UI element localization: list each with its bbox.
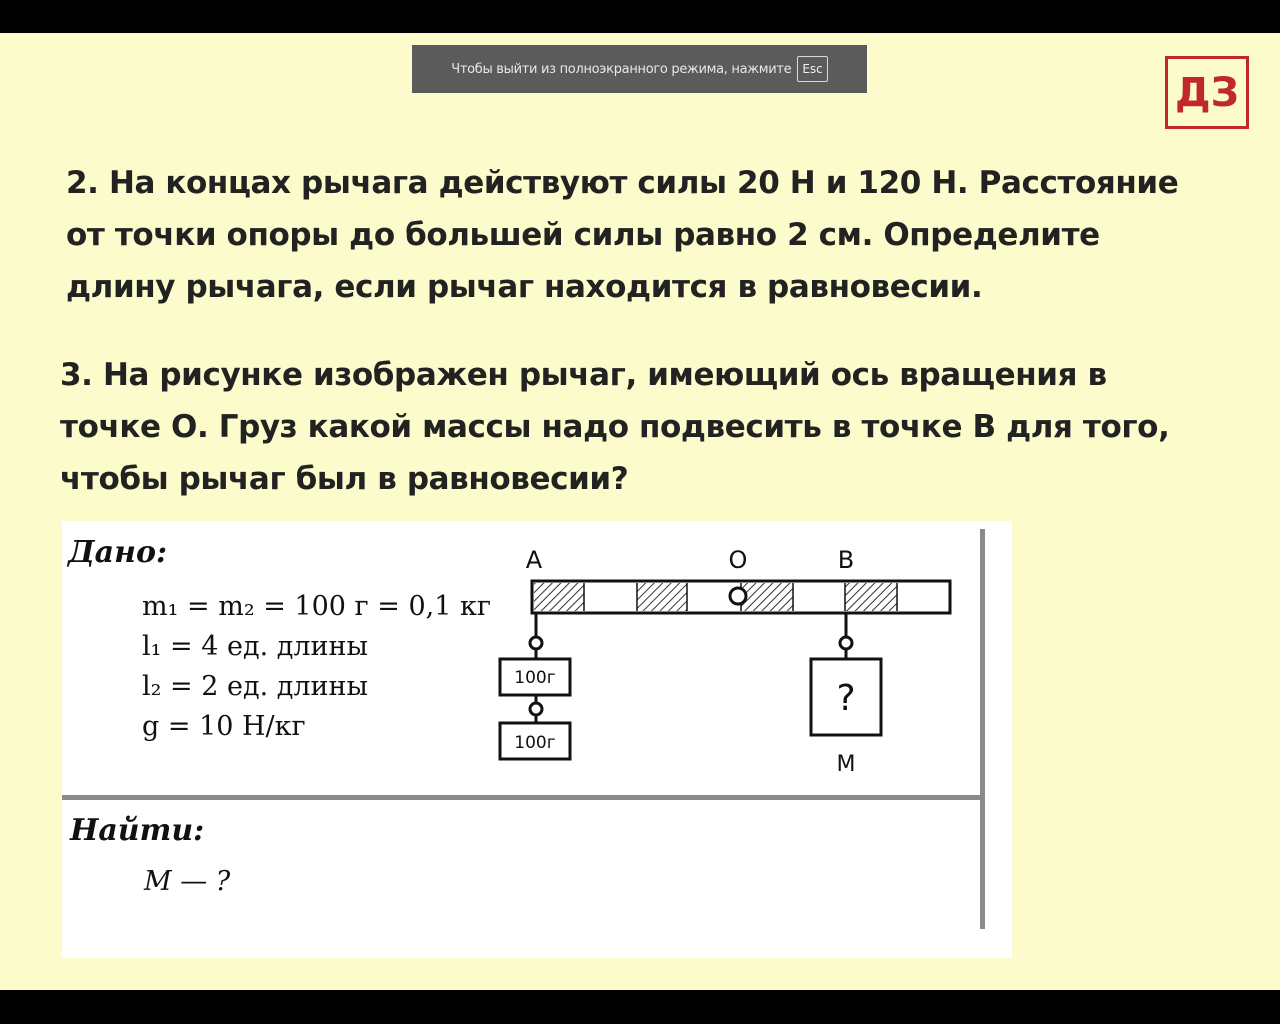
label-o: O bbox=[728, 546, 748, 574]
given-title: Дано: bbox=[68, 535, 168, 570]
unknown-mark: ? bbox=[836, 678, 856, 719]
find-title: Найти: bbox=[70, 813, 205, 848]
task-3 bbox=[60, 349, 1235, 505]
task-3-line: чтобы рычаг был в равновесии? bbox=[60, 461, 629, 497]
label-a: A bbox=[525, 546, 543, 574]
task-2-line: длину рычага, если рычаг находится в равновесии. bbox=[66, 269, 983, 305]
task-3-line: 3. На рисунке изображен рычаг, имеющий ось вращения в bbox=[60, 357, 1107, 393]
given-line: m₁ = m₂ = 100 г = 0,1 кг bbox=[142, 591, 492, 622]
pivot-point bbox=[730, 588, 746, 604]
lever-hatch-segment bbox=[741, 583, 793, 611]
fullscreen-notice-message: Чтобы выйти из полноэкранного режима, нажмите bbox=[451, 61, 792, 77]
task-2-line: 2. На концах рычага действуют силы 20 Н и 120 Н. Расстояние bbox=[66, 165, 1179, 201]
hook-a bbox=[530, 637, 542, 649]
label-b: B bbox=[837, 546, 855, 574]
task-3-line: точке О. Груз какой массы надо подвесить в точке В для того, bbox=[60, 409, 1170, 445]
fullscreen-notice bbox=[412, 45, 867, 93]
find-line: M — ? bbox=[144, 866, 231, 897]
lever-hatch-segment bbox=[534, 583, 584, 611]
given-line: l₁ = 4 ед. длины bbox=[142, 631, 369, 662]
task-2 bbox=[66, 157, 1236, 313]
lever-hatch-segment bbox=[845, 583, 897, 611]
lever-hatch-segment bbox=[637, 583, 687, 611]
weight-label-2: 100г bbox=[514, 733, 556, 753]
lever-figure bbox=[62, 521, 1012, 958]
weight-label-1: 100г bbox=[514, 668, 556, 688]
esc-key-hint: Esc bbox=[797, 56, 827, 82]
task-2-line: от точки опоры до большей силы равно 2 см. Определите bbox=[66, 217, 1100, 253]
homework-badge: ДЗ bbox=[1165, 56, 1249, 129]
given-line: g = 10 Н/кг bbox=[142, 711, 306, 742]
hook-b bbox=[840, 637, 852, 649]
given-line: l₂ = 2 ед. длины bbox=[142, 671, 369, 702]
hook-weight bbox=[530, 703, 542, 715]
lever-diagram bbox=[62, 521, 1012, 801]
label-m: M bbox=[836, 752, 856, 777]
